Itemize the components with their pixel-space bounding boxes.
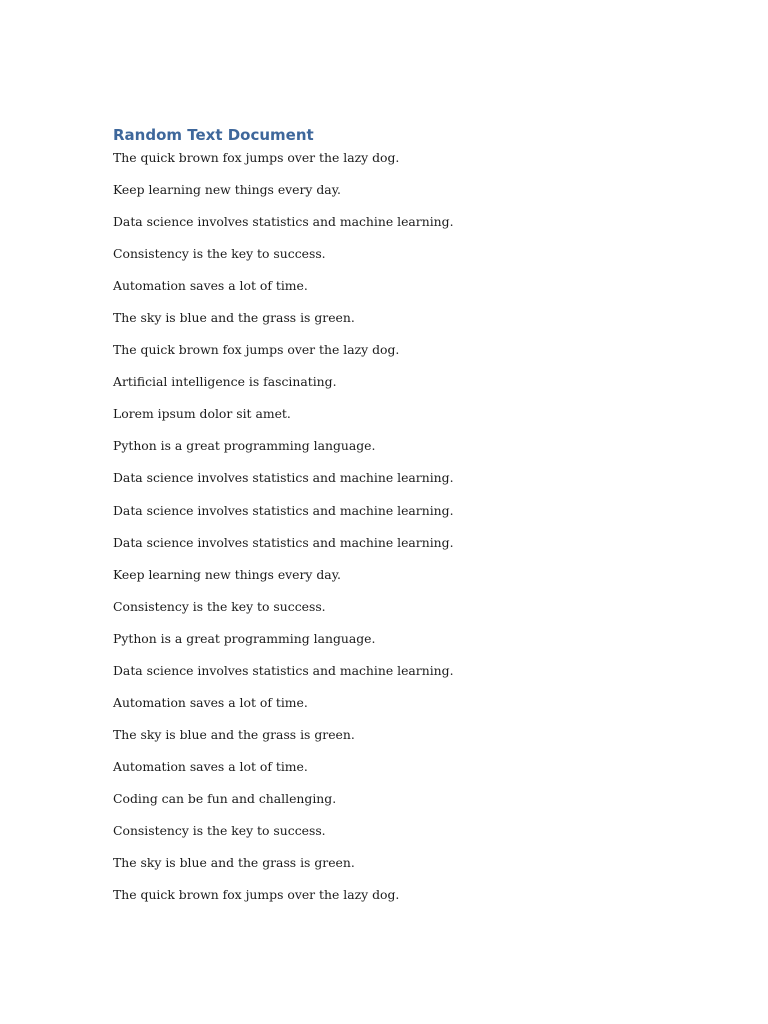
paragraph-list (113, 148, 454, 917)
paragraph: Keep learning new things every day. (113, 566, 341, 582)
paragraph: The sky is blue and the grass is green. (113, 855, 355, 871)
paragraph: The quick brown fox jumps over the lazy dog. (113, 342, 400, 358)
paragraph: Data science involves statistics and machine learning. (113, 502, 454, 518)
paragraph: Data science involves statistics and machine learning. (113, 214, 454, 230)
paragraph: Automation saves a lot of time. (113, 758, 308, 774)
paragraph: Keep learning new things every day. (113, 182, 341, 198)
paragraph: The quick brown fox jumps over the lazy dog. (113, 887, 400, 903)
paragraph: Data science involves statistics and machine learning. (113, 534, 454, 550)
paragraph: Data science involves statistics and machine learning. (113, 662, 454, 678)
paragraph: Coding can be fun and challenging. (113, 790, 337, 806)
paragraph: Artificial intelligence is fascinating. (113, 374, 337, 390)
paragraph: Data science involves statistics and machine learning. (113, 470, 454, 486)
paragraph: Python is a great programming language. (113, 438, 376, 454)
paragraph: The sky is blue and the grass is green. (113, 726, 355, 742)
paragraph: Consistency is the key to success. (113, 246, 326, 262)
paragraph: Lorem ipsum dolor sit amet. (113, 406, 291, 422)
paragraph: The quick brown fox jumps over the lazy dog. (113, 150, 400, 165)
paragraph: Consistency is the key to success. (113, 598, 326, 614)
paragraph: Python is a great programming language. (113, 630, 376, 646)
paragraph: The sky is blue and the grass is green. (113, 310, 355, 326)
paragraph: Automation saves a lot of time. (113, 278, 308, 294)
document-title: Random Text Document (113, 126, 314, 144)
paragraph: Automation saves a lot of time. (113, 694, 308, 710)
paragraph: Consistency is the key to success. (113, 822, 326, 838)
